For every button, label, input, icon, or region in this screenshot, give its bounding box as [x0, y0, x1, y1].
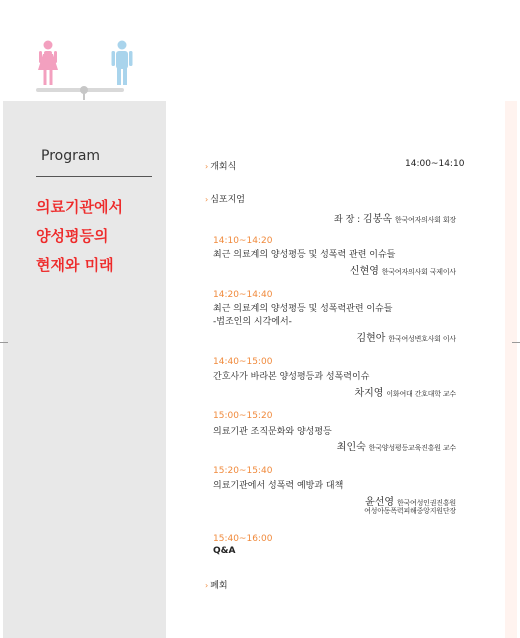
session-title: 최근 의료계의 양성평등 및 성폭력관련 이슈들 — [213, 304, 393, 314]
symposium-label: › 심포지엄 — [205, 195, 245, 205]
speaker-line: 윤선영 한국여성인권진흥원 — [365, 497, 456, 508]
event-title-line-2: 양성평등의 — [36, 227, 109, 245]
event-title-line-1: 의료기관에서 — [36, 198, 123, 216]
opening-time: 14:00~14:10 — [405, 159, 465, 169]
scale-stand — [83, 92, 85, 100]
session-title: 간호사가 바라본 양성평등과 성폭력이슈 — [213, 372, 370, 382]
women-figure-icon — [36, 40, 60, 86]
event-title-line-3: 현재와 미래 — [36, 256, 114, 274]
right-accent-panel — [505, 101, 517, 638]
program-label: Program — [41, 148, 101, 164]
session-title: 의료기관 조직문화와 양성평등 — [213, 427, 332, 437]
crop-mark-right — [512, 342, 520, 343]
program-divider — [36, 176, 152, 177]
session-time: 15:40~16:00 — [213, 534, 273, 544]
session-time: 15:20~15:40 — [213, 466, 273, 476]
session-title: 의료기관에서 성폭력 예방과 대책 — [213, 481, 344, 491]
speaker-line: 신현영 한국여자의사회 국제이사 — [349, 266, 456, 277]
session-time: 14:10~14:20 — [213, 236, 273, 246]
session-subtitle: -법조인의 시각에서- — [213, 317, 292, 327]
opening-label: › 개회식 — [205, 162, 237, 172]
closing-label: › 폐회 — [205, 581, 228, 591]
speaker-line: 여성아동폭력피해중앙지원단장 — [364, 507, 456, 515]
arrow-icon: › — [205, 195, 209, 204]
speaker-line: 김현아 한국여성변호사회 이사 — [356, 333, 456, 344]
speaker-line: 최인숙 한국양성평등교육진흥원 교수 — [336, 442, 456, 453]
man-figure-icon — [110, 40, 134, 86]
session-title: Q&A — [213, 546, 236, 556]
chair-line: 좌 장 : 김봉옥 한국여자의사회 회장 — [334, 214, 456, 225]
sidebar-panel — [3, 101, 166, 638]
session-time: 15:00~15:20 — [213, 411, 273, 421]
session-time: 14:40~15:00 — [213, 357, 273, 367]
session-time: 14:20~14:40 — [213, 290, 273, 300]
speaker-line: 차지영 이화여대 간호대학 교수 — [354, 388, 456, 399]
crop-mark-left — [0, 342, 8, 343]
arrow-icon: › — [205, 162, 209, 171]
session-title: 최근 의료계의 양성평등 및 성폭력 관련 이슈들 — [213, 250, 396, 260]
arrow-icon: › — [205, 581, 209, 590]
